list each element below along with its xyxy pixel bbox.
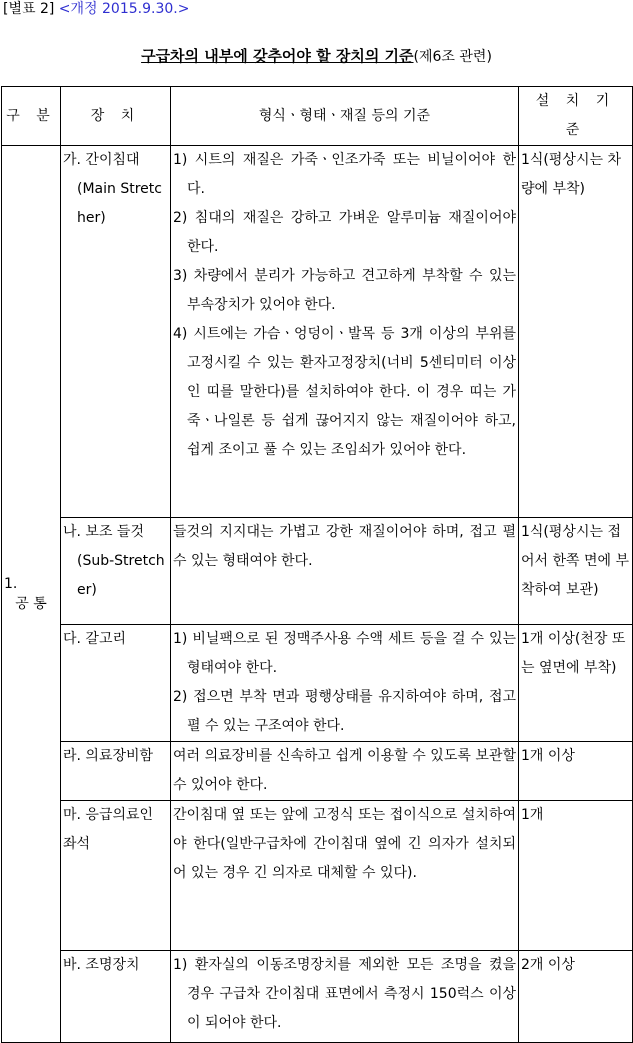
device-cell [61,518,171,625]
standard-cell [171,742,519,801]
standard-cell [171,951,519,1043]
table-row [2,742,633,801]
device-cell [61,801,171,951]
device-name: 나. 보조 들것 [63,524,144,540]
install-cell: 1식(평상시는 차량에 부착) [519,146,633,518]
standard-item: 1) 비닐팩으로 된 정맥주사용 수액 세트 등을 걸 수 있는 형태여야 한다. [173,631,516,676]
standard-cell [171,146,519,518]
document-title [0,46,633,67]
title-main: 구급차의 내부에 갖추어야 할 장치의 기준 [141,47,414,65]
standard-cell [171,625,519,742]
col-header-device: 장 치 [61,87,171,146]
annex-header [3,0,189,18]
install-cell: 2개 이상 [519,951,633,1043]
standard-item: 1) 시트의 재질은 가죽ㆍ인조가죽 또는 비닐이어야 한다. [173,152,516,197]
standard-item: 1) 환자실의 이동조명장치를 제외한 모든 조명을 켰을 경우 구급차 간이침대 표면에서 측정시 150럭스 이상이 되어야 한다. [173,957,516,1031]
table-row [2,146,633,518]
standard-item: 4) 시트에는 가슴ㆍ엉덩이ㆍ발목 등 3개 이상의 부위를 고정시킬 수 있는 환자고정장치(너비 5센티미터 이상인 띠를 말한다)를 설치하여야 한다. 이 경우 띠는 가죽ㆍ나일론 등 쉽게 끊어지지 않는 재질이어야 하고, 쉽게 조이고 풀 수 있는 조임쇠가 있어야 한다. [173,326,516,458]
table-row [2,625,633,742]
device-cell [61,625,171,742]
install-cell: 1식(평상시는 접어서 한쪽 면에 부착하여 보관) [519,518,633,625]
annex-tag: [별표 2] [3,1,55,17]
division-cell [2,146,61,1043]
device-name: 바. 조명장치 [63,957,140,973]
table-header-row [2,87,633,146]
col-header-division: 구 분 [2,87,61,146]
equipment-standards-table [1,86,633,1043]
title-sub: (제6조 관련) [413,49,492,65]
install-cell: 1개 [519,801,633,951]
table-row [2,518,633,625]
col-header-standard: 형식ㆍ형태ㆍ재질 등의 기준 [171,87,519,146]
device-name: 가. 간이침대 [63,152,140,168]
division-label: 공 통 [15,596,47,612]
standard-item: 간이침대 옆 또는 앞에 고정식 또는 접이식으로 설치하여야 한다(일반구급차에 간이침대 옆에 긴 의자가 설치되어 있는 경우 긴 의자로 대체할 수 있다). [173,807,516,881]
device-name: 다. 갈고리 [63,631,126,647]
standard-item: 2) 접으면 부착 면과 평행상태를 유지하여야 하며, 접고 펼 수 있는 구조여야 한다. [173,689,516,734]
table-row [2,801,633,951]
revision-link[interactable]: <개정 2015.9.30.> [58,1,190,17]
device-english-name: (Main Stretcher) [77,181,162,226]
standard-cell [171,518,519,625]
device-cell [61,146,171,518]
standard-item: 3) 차량에서 분리가 가능하고 견고하게 부착할 수 있는 부속장치가 있어야 한다. [173,268,516,313]
standard-item: 여러 의료장비를 신속하고 쉽게 이용할 수 있도록 보관할 수 있어야 한다. [173,748,516,793]
install-cell: 1개 이상 [519,742,633,801]
device-cell [61,951,171,1043]
device-name: 라. 의료장비함 [63,748,154,764]
division-number: 1. [4,576,18,592]
device-name: 마. 응급의료인 좌석 [63,807,154,852]
install-cell: 1개 이상(천장 또는 옆면에 부착) [519,625,633,742]
table-row [2,951,633,1043]
standard-cell [171,801,519,951]
device-cell [61,742,171,801]
col-header-install: 설 치 기 준 [519,87,633,146]
standard-item: 2) 침대의 재질은 강하고 가벼운 알루미늄 재질이어야 한다. [173,210,516,255]
device-english-name: (Sub-Stretcher) [77,553,165,598]
standard-item: 들것의 지지대는 가볍고 강한 재질이어야 하며, 접고 펼 수 있는 형태여야 한다. [173,524,516,569]
